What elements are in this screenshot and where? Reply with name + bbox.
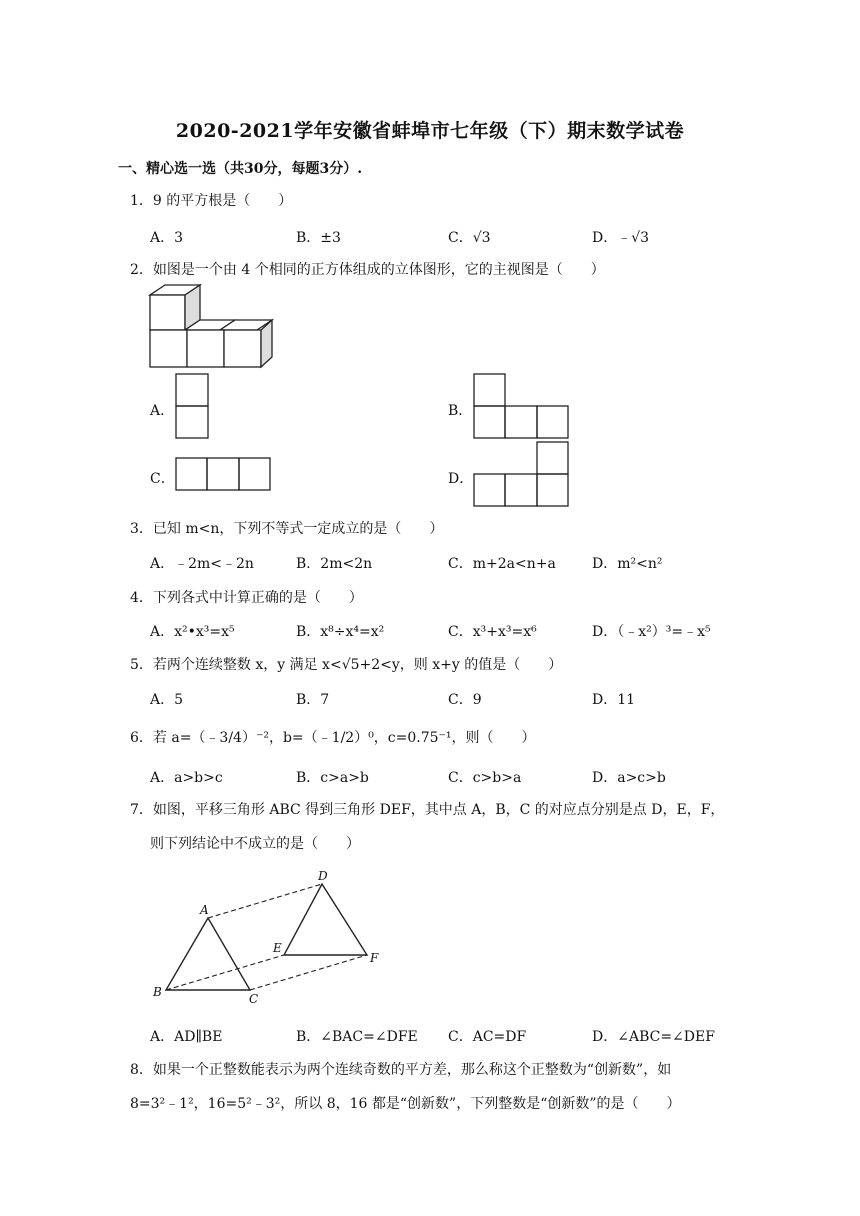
q4-option-d: D．（﹣x²）³=﹣x⁵: [592, 624, 711, 640]
q5-option-a: A．5: [150, 692, 184, 708]
q3-option-a: A．﹣2m<﹣2n: [150, 556, 254, 572]
q5-option-c: C．9: [448, 692, 482, 708]
q1-option-d: D．﹣√3: [592, 230, 650, 246]
q1-option-c: C．√3: [448, 230, 491, 246]
q2-option-a-label: A．: [150, 403, 175, 419]
page-title: 2020-2021学年安徽省蚌埠市七年级（下）期末数学试卷: [175, 120, 685, 142]
question-7-stem-line1: 7．如图，平移三角形 ABC 得到三角形 DEF，其中点 A，B，C 的对应点分别是点 D，E，F，: [130, 802, 725, 818]
q3-option-c: C．m+2a<n+a: [448, 556, 556, 572]
q7-option-c: C．AC=DF: [448, 1029, 527, 1045]
point-a-label: A: [200, 903, 209, 917]
q2-option-d-label: D．: [448, 471, 474, 487]
q5-option-d: D．11: [592, 692, 636, 708]
q2-option-b-label: B．: [448, 403, 473, 419]
q6-option-d: D．a>c>b: [592, 770, 666, 786]
question-7-stem-line2: 则下列结论中不成立的是（ ）: [150, 836, 360, 852]
q6-option-a: A．a>b>c: [150, 770, 223, 786]
q4-option-a: A．x²•x³=x⁵: [150, 624, 235, 640]
question-1-stem: 1．9 的平方根是（ ）: [130, 193, 293, 209]
q2-option-c-label: C．: [150, 471, 175, 487]
question-8-stem-line2: 8=3²﹣1²，16=5²﹣3²，所以 8，16 都是“创新数”，下列整数是“创新数”的是（ ）: [130, 1096, 681, 1112]
q3-option-b: B．2m<2n: [296, 556, 373, 572]
q7-option-a: A．AD∥BE: [150, 1029, 223, 1045]
q1-option-b: B．±3: [296, 230, 341, 246]
q6-option-b: B．c>a>b: [296, 770, 369, 786]
point-d-label: D: [318, 869, 328, 883]
q6-option-c: C．c>b>a: [448, 770, 522, 786]
q1-option-a: A．3: [150, 230, 184, 246]
section-heading: 一、精心选一选（共30分，每题3分）.: [118, 161, 363, 177]
q7-option-b: B．∠BAC=∠DFE: [296, 1029, 418, 1045]
q3-option-d: D．m²<n²: [592, 556, 663, 572]
point-c-label: C: [249, 992, 259, 1006]
question-5-stem: 5．若两个连续整数 x，y 满足 x<√5+2<y，则 x+y 的值是（ ）: [130, 657, 563, 673]
q7-option-d: D．∠ABC=∠DEF: [592, 1029, 715, 1045]
point-e-label: E: [273, 941, 282, 955]
point-b-label: B: [153, 985, 162, 999]
question-3-stem: 3．已知 m<n，下列不等式一定成立的是（ ）: [130, 521, 444, 537]
q5-option-b: B．7: [296, 692, 330, 708]
question-8-stem-line1: 8．如果一个正整数能表示为两个连续奇数的平方差，那么称这个正整数为“创新数”，如: [130, 1062, 672, 1078]
question-2-stem: 2．如图是一个由 4 个相同的正方体组成的立体图形，它的主视图是（ ）: [130, 262, 605, 278]
question-4-stem: 4．下列各式中计算正确的是（ ）: [130, 590, 363, 606]
point-f-label: F: [370, 951, 379, 965]
q4-option-c: C．x³+x³=x⁶: [448, 624, 537, 640]
question-6-stem: 6．若 a=（﹣3/4）⁻²，b=（﹣1/2）⁰，c=0.75⁻¹，则（ ）: [130, 730, 536, 746]
q4-option-b: B．x⁸÷x⁴=x²: [296, 624, 385, 640]
